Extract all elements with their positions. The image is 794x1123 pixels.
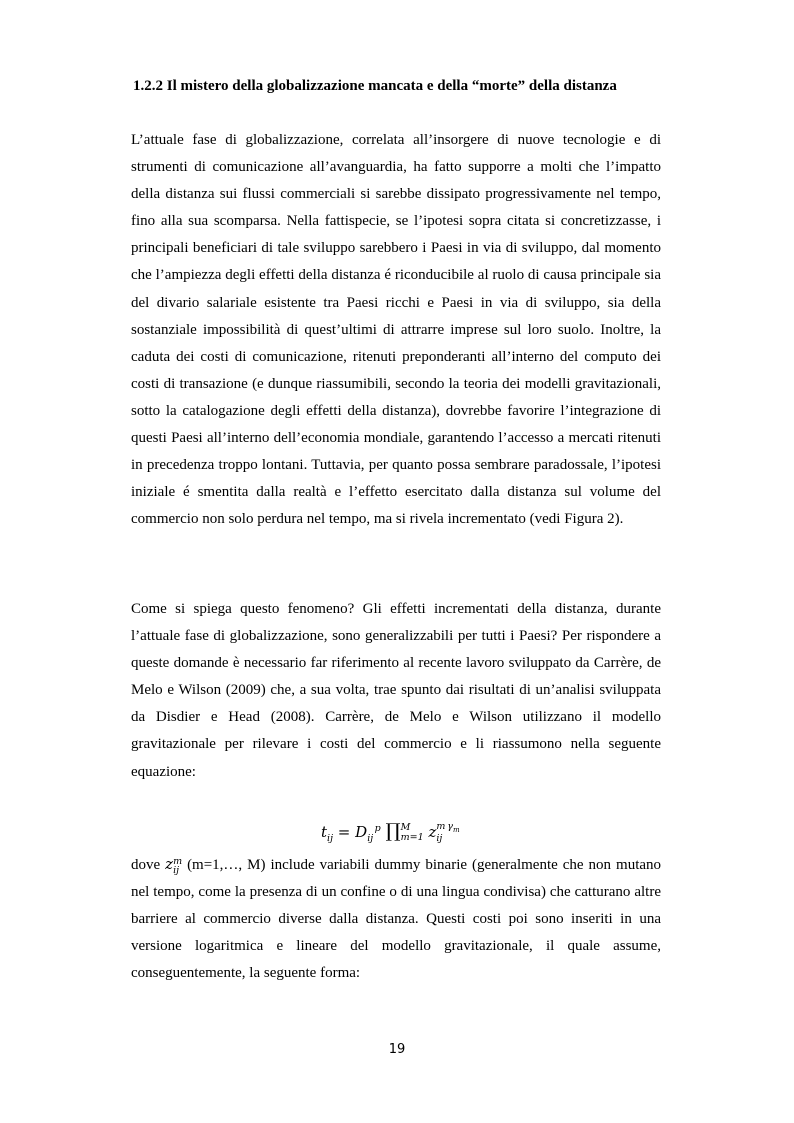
inline-z-variable xyxy=(165,855,183,876)
inline-z-superscript: m xyxy=(173,856,183,867)
eq-distance-variable: D xyxy=(355,823,368,841)
eq-lhs-variable: t xyxy=(321,823,328,841)
paragraph-dummy-variables xyxy=(131,851,661,987)
paragraph-body: (m=1,…, M) include variabili dummy binarie (generalmente che non mutano nel tempo, come la presenza di un confine o di una lingua condivisa) che catturano altre barriere al commercio diverse dalla distanza. Questi costi poi sono inseriti in una versione logaritmica e lineare del modello gravitazionale, il quale assume, conseguentemente, la seguente forma: xyxy=(131,857,662,982)
eq-z-superscript: m xyxy=(436,820,446,832)
eq-gamma-subscript: m xyxy=(452,825,460,834)
eq-lhs-subscript: ij xyxy=(327,833,334,844)
page-number: 19 xyxy=(388,1042,406,1057)
eq-distance-subscript: ij xyxy=(367,833,374,844)
eq-equals: = xyxy=(337,823,351,841)
paragraph-distance-effects: Come si spiega questo fenomeno? Gli effetti incrementati della distanza, durante l’attuale fase di globalizzazione, sono generalizzabili per tutti i Paesi? Per rispondere a queste domande è necessario far riferimento al recente lavoro sviluppato da Carrère, de Melo e Wilson (2009) che, a sua volta, trae spunto dai risultati di un’analisi sviluppata da Disdier e Head (2008). Carrère, de Melo e Wilson utilizzano il modello gravitazionale per rilevare i costi del commercio e li riassumono nella seguente equazione: xyxy=(131,601,661,780)
eq-gamma: γ xyxy=(447,820,453,832)
eq-product-symbol: ∏ xyxy=(385,820,401,842)
trade-cost-equation xyxy=(321,819,521,849)
eq-z-subscript: ij xyxy=(436,833,443,845)
inline-z-subscript: ij xyxy=(173,865,180,876)
eq-z-variable: z xyxy=(428,823,437,841)
paragraph-globalization: L’attuale fase di globalizzazione, correlata all’insorgere di nuove tecnologie e di strumenti di comunicazione all’avanguardia, ha fatto supporre a molti che l’impatto della distanza sui flussi commerciali si sarebbe dissipato progressivamente nel tempo, fino alla sua scomparsa. Nella fattispecie, se l’ipotesi sopra citata si concretizzasse, i principali beneficiari di tale sviluppo sarebbero i Paesi in via di sviluppo, dal momento che l’ampiezza degli effetti della distanza é riconducibile al ruolo di causa principale sia del divario salariale esistente tra Paesi ricchi e Paesi in via di sviluppo, sia della sostanziale impossibilità di quest’ultimi di attrarre imprese sul loro suolo. Inoltre, la caduta dei costi di comunicazione, ritenuti preponderanti all’interno del computo dei costi di transazione (e dunque riassumibili, secondo la teoria dei modelli gravitazionali, sotto la catalogazione degli effetti della distanza), dovrebbe favorire l’integrazione di questi Paesi all’interno dell’economia mondiale, garantendo l’accesso a mercati ritenuti in precedenza troppo lontani. Tuttavia, per quanto possa sembrare paradossale, l’ipotesi iniziale é smentita dalla realtà e l’effetto esercitato dalla distanza sul volume del commercio non solo perdura nel tempo, ma si rivela incrementato (vedi Figura 2). xyxy=(131,132,661,528)
inline-z-symbol: z xyxy=(165,855,174,873)
section-heading: 1.2.2 Il mistero della globalizzazione mancata e della “morte” della distanza xyxy=(133,78,617,94)
eq-product-upper: M xyxy=(400,822,411,833)
eq-product-lower: m=1 xyxy=(400,832,424,843)
paragraph-prefix: dove xyxy=(131,857,161,873)
eq-distance-exponent: p xyxy=(374,823,381,834)
